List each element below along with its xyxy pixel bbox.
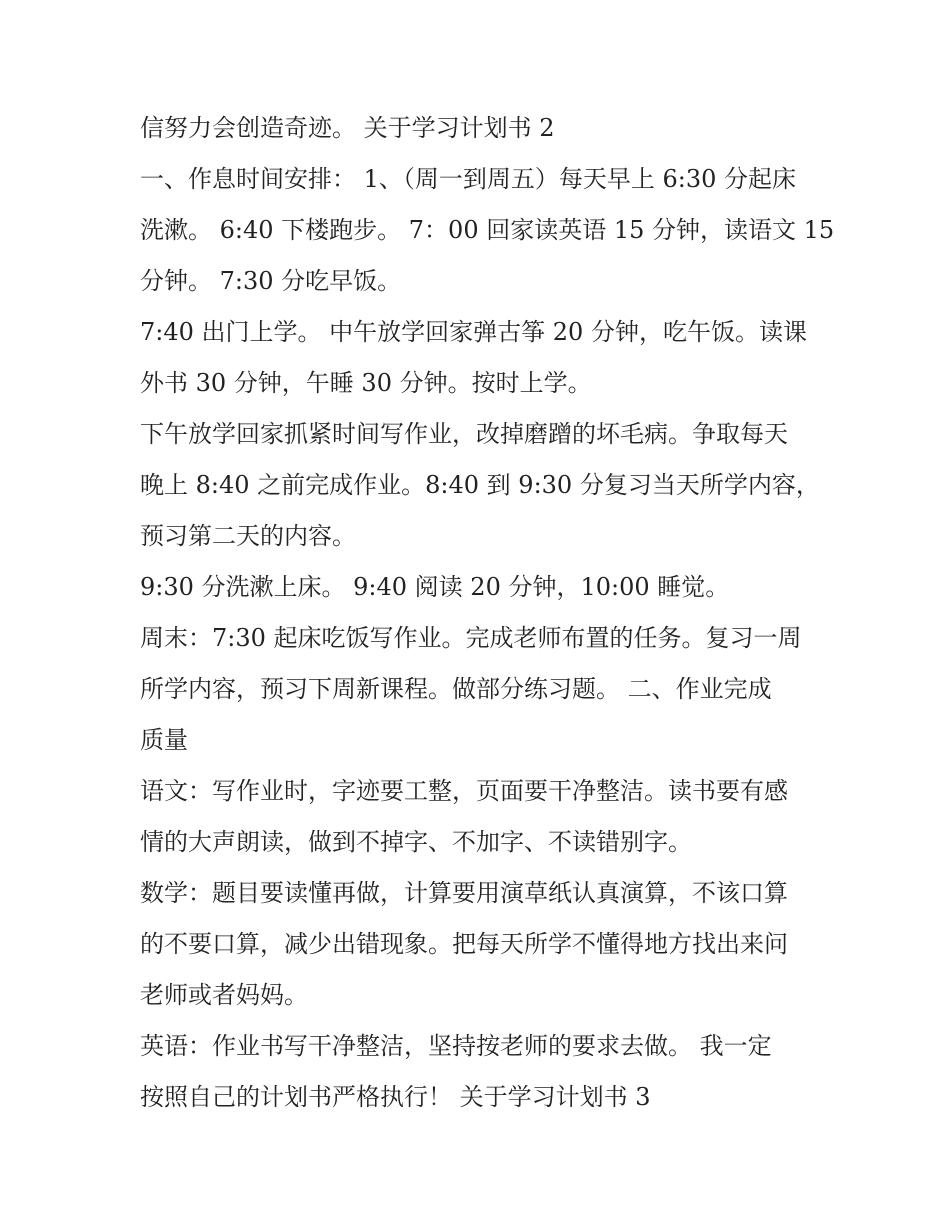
- paragraph-noon: [140, 307, 830, 409]
- text-line: 外书 30 分钟，午睡 30 分钟。按时上学。: [140, 369, 592, 397]
- document-body: [140, 103, 835, 1123]
- paragraph-afternoon: [140, 409, 830, 562]
- text-line: 一、作息时间安排： 1、（周一到周五）每天早上 6:30 分起床: [140, 165, 797, 193]
- text-line: 晚上 8:40 之前完成作业。8:40 到 9:30 分复习当天所学内容，: [140, 471, 820, 499]
- text-line: 7:40 出门上学。 中午放学回家弹古筝 20 分钟，吃午饭。读课: [140, 318, 807, 346]
- paragraph-weekend: [140, 613, 830, 766]
- text-line: 所学内容，预习下周新课程。做部分练习题。 二、作业完成: [140, 675, 772, 703]
- text-line: 的不要口算，减少出错现象。把每天所学不懂得地方找出来问: [140, 930, 788, 958]
- text-line: 老师或者妈妈。: [140, 981, 308, 1009]
- paragraph-intro: [140, 103, 830, 154]
- paragraph-chinese: [140, 766, 830, 868]
- text-line: 预习第二天的内容。: [140, 522, 356, 550]
- text-line: 质量: [140, 726, 188, 754]
- text-line: 周末：7:30 起床吃饭写作业。完成老师布置的任务。复习一周: [140, 624, 802, 652]
- text-line: 洗漱。 6:40 下楼跑步。 7：00 回家读英语 15 分钟，读语文 15: [140, 216, 835, 244]
- text-line: 数学：题目要读懂再做，计算要用演草纸认真演算，不该口算: [140, 879, 788, 907]
- text-line: 英语：作业书写干净整洁，坚持按老师的要求去做。 我一定: [140, 1032, 772, 1060]
- text-line: 9:30 分洗漱上床。 9:40 阅读 20 分钟，10:00 睡觉。: [140, 573, 730, 601]
- paragraph-schedule-weekday: [140, 154, 835, 307]
- text-line: 语文：写作业时，字迹要工整，页面要干净整洁。读书要有感: [140, 777, 788, 805]
- paragraph-math: [140, 868, 830, 1021]
- paragraph-english: [140, 1021, 830, 1123]
- paragraph-evening: [140, 562, 830, 613]
- text-line: 下午放学回家抓紧时间写作业，改掉磨蹭的坏毛病。争取每天: [140, 420, 788, 448]
- text-line: 信努力会创造奇迹。 关于学习计划书 2: [140, 114, 555, 142]
- text-line: 情的大声朗读，做到不掉字、不加字、不读错别字。: [140, 828, 692, 856]
- text-line: 分钟。 7:30 分吃早饭。: [140, 267, 402, 295]
- text-line: 按照自己的计划书严格执行！ 关于学习计划书 3: [140, 1083, 651, 1111]
